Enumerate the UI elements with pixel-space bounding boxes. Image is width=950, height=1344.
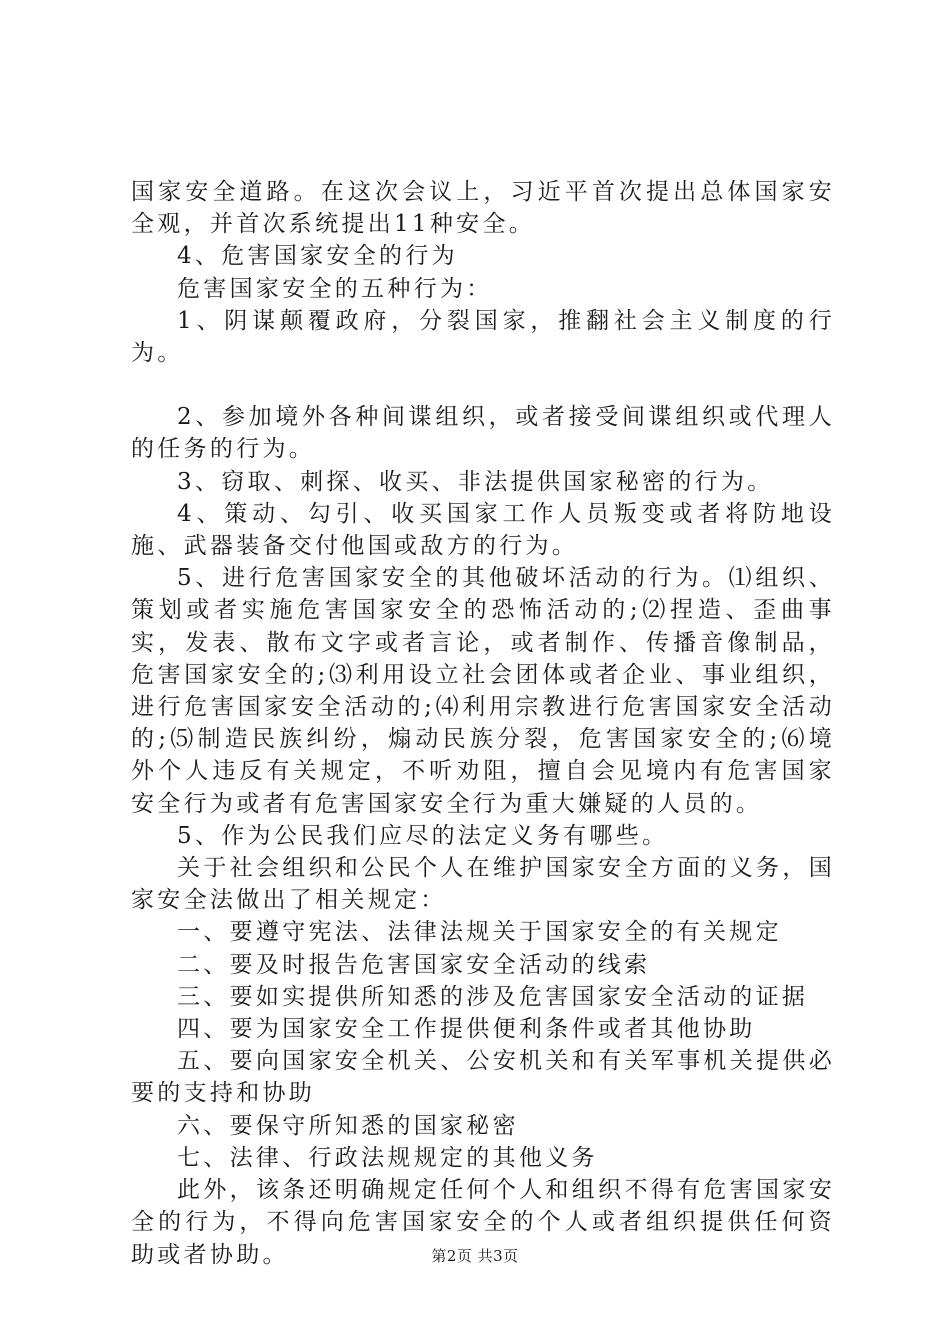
section-heading-4: 4、危害国家安全的行为 xyxy=(177,243,458,270)
list-item-obligation-3: 三、要如实提供所知悉的涉及危害国家安全活动的证据 xyxy=(177,983,809,1010)
list-item-obligation-7: 七、法律、行政法规规定的其他义务 xyxy=(177,1144,598,1171)
blank-line xyxy=(131,369,835,401)
list-item-behavior-4: 4、策动、勾引、收买国家工作人员叛变或者将防地设施、武器装备交付他国或敌方的行为。 xyxy=(131,500,835,560)
paragraph-obligations-intro: 关于社会组织和公民个人在维护国家安全方面的义务，国家安全法做出了相关规定： xyxy=(131,855,835,914)
list-item-behavior-5: 5、进行危害国家安全的其他破坏活动的行为。⑴组织、策划或者实施危害国家安全的恐怖活动的;⑵捏造、歪曲事实，发表、散布文字或者言论，或者制作、传播音像制品，危害国家安全的;⑶利用设立社会团体或者企业、事业组织，进行危害国家安全活动的;⑷利用宗教进行危害国家安全活动的;⑸制造民族纠纷，煽动民族分裂，危害国家安全的;⑹境外个人违反有关规定，不听劝阻，擅自会见境内有危害国家安全行为或者有危害国家安全行为重大嫌疑的人员的。 xyxy=(131,565,835,817)
list-item-behavior-2: 2、参加境外各种间谍组织，或者接受间谍组织或代理人的任务的行为。 xyxy=(131,404,835,463)
page-number-footer: 第2页 共3页 xyxy=(431,1247,519,1265)
list-item-obligation-6: 六、要保守所知悉的国家秘密 xyxy=(177,1112,519,1139)
list-item-obligation-2: 二、要及时报告危害国家安全活动的线索 xyxy=(177,951,651,978)
paragraph-five-behaviors-intro: 危害国家安全的五种行为： xyxy=(177,275,493,302)
list-item-behavior-3: 3、窃取、刺探、收买、非法提供国家秘密的行为。 xyxy=(177,468,774,495)
list-item-obligation-1: 一、要遵守宪法、法律法规关于国家安全的有关规定 xyxy=(177,919,782,946)
list-item-obligation-4: 四、要为国家安全工作提供便利条件或者其他协助 xyxy=(177,1016,756,1043)
list-item-obligation-5: 五、要向国家安全机关、公安机关和有关军事机关提供必要的支持和协助 xyxy=(131,1048,835,1107)
document-body xyxy=(131,176,835,1271)
list-item-behavior-1: 1、阴谋颠覆政府，分裂国家，推翻社会主义制度的行为。 xyxy=(131,307,835,367)
section-heading-5: 5、作为公民我们应尽的法定义务有哪些。 xyxy=(177,822,669,849)
paragraph-closing: 此外，该条还明确规定任何个人和组织不得有危害国家安全的行为，不得向危害国家安全的个人或者组织提供任何资助或者协助。 xyxy=(131,1177,835,1268)
paragraph-continuation: 国家安全道路。在这次会议上，习近平首次提出总体国家安全观，并首次系统提出11种安全。 xyxy=(131,179,835,238)
